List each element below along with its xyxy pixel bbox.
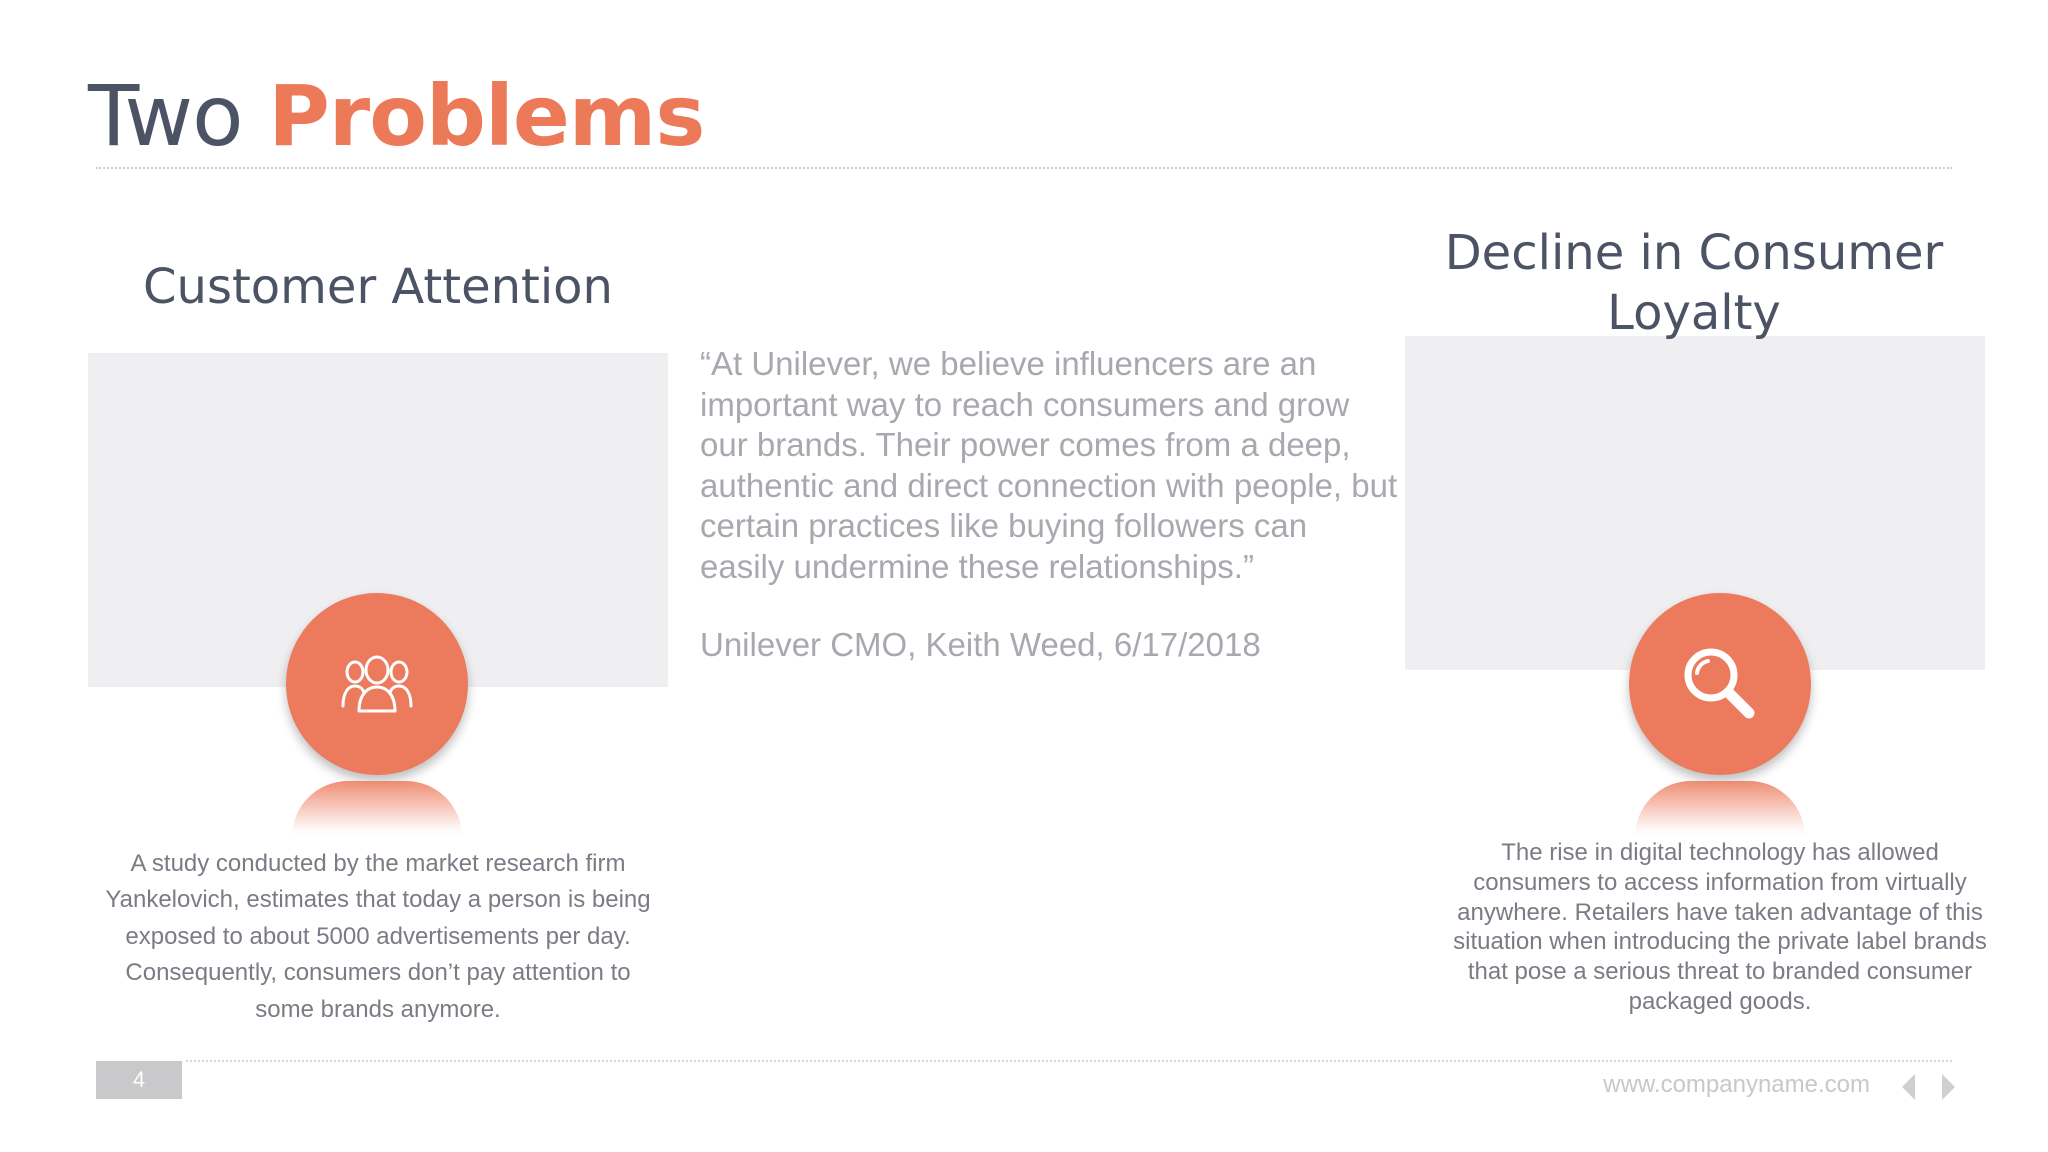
chevron-left-icon[interactable]: [1902, 1074, 1915, 1100]
page-number: 4: [96, 1061, 182, 1099]
right-description: The rise in digital technology has allowed consumers to access information from virtually anywhere. Retailers have taken advantage of this situation when introducing the private label brands that pose a serious threat to branded consumer packaged goods.: [1453, 839, 1987, 1015]
website-url: www.companyname.com: [1603, 1071, 1870, 1098]
slide-title: [88, 66, 704, 166]
title-word-two: Two: [88, 67, 243, 165]
magnifier-search-icon: [1675, 639, 1765, 729]
left-description: A study conducted by the market research firm Yankelovich, estimates that today a person is being exposed to about 5000 advertisements per day. Consequently, consumers don’t pay attention to some brands anymore.: [105, 850, 651, 1023]
title-word-problems: Problems: [268, 67, 705, 165]
right-icon-circle: [1629, 593, 1811, 775]
right-column-heading: Decline in Consumer Loyalty: [1444, 225, 1944, 341]
left-icon-reflection: [292, 781, 462, 837]
left-icon-circle: [286, 593, 468, 775]
chevron-right-icon[interactable]: [1942, 1074, 1955, 1100]
left-column-heading: Customer Attention: [143, 259, 613, 315]
people-group-icon: [339, 653, 415, 715]
right-icon-reflection: [1635, 781, 1805, 837]
bottom-dotted-divider: [186, 1060, 1952, 1062]
quote-text: “At Unilever, we believe influencers are an important way to reach consumers and grow our brands. Their power comes from a deep, authentic and direct connection with people, but certain practices like buying followers can easily undermine these relationships.”: [700, 345, 1398, 585]
quote-attribution: Unilever CMO, Keith Weed, 6/17/2018: [700, 626, 1261, 663]
top-dotted-divider: [96, 167, 1952, 169]
